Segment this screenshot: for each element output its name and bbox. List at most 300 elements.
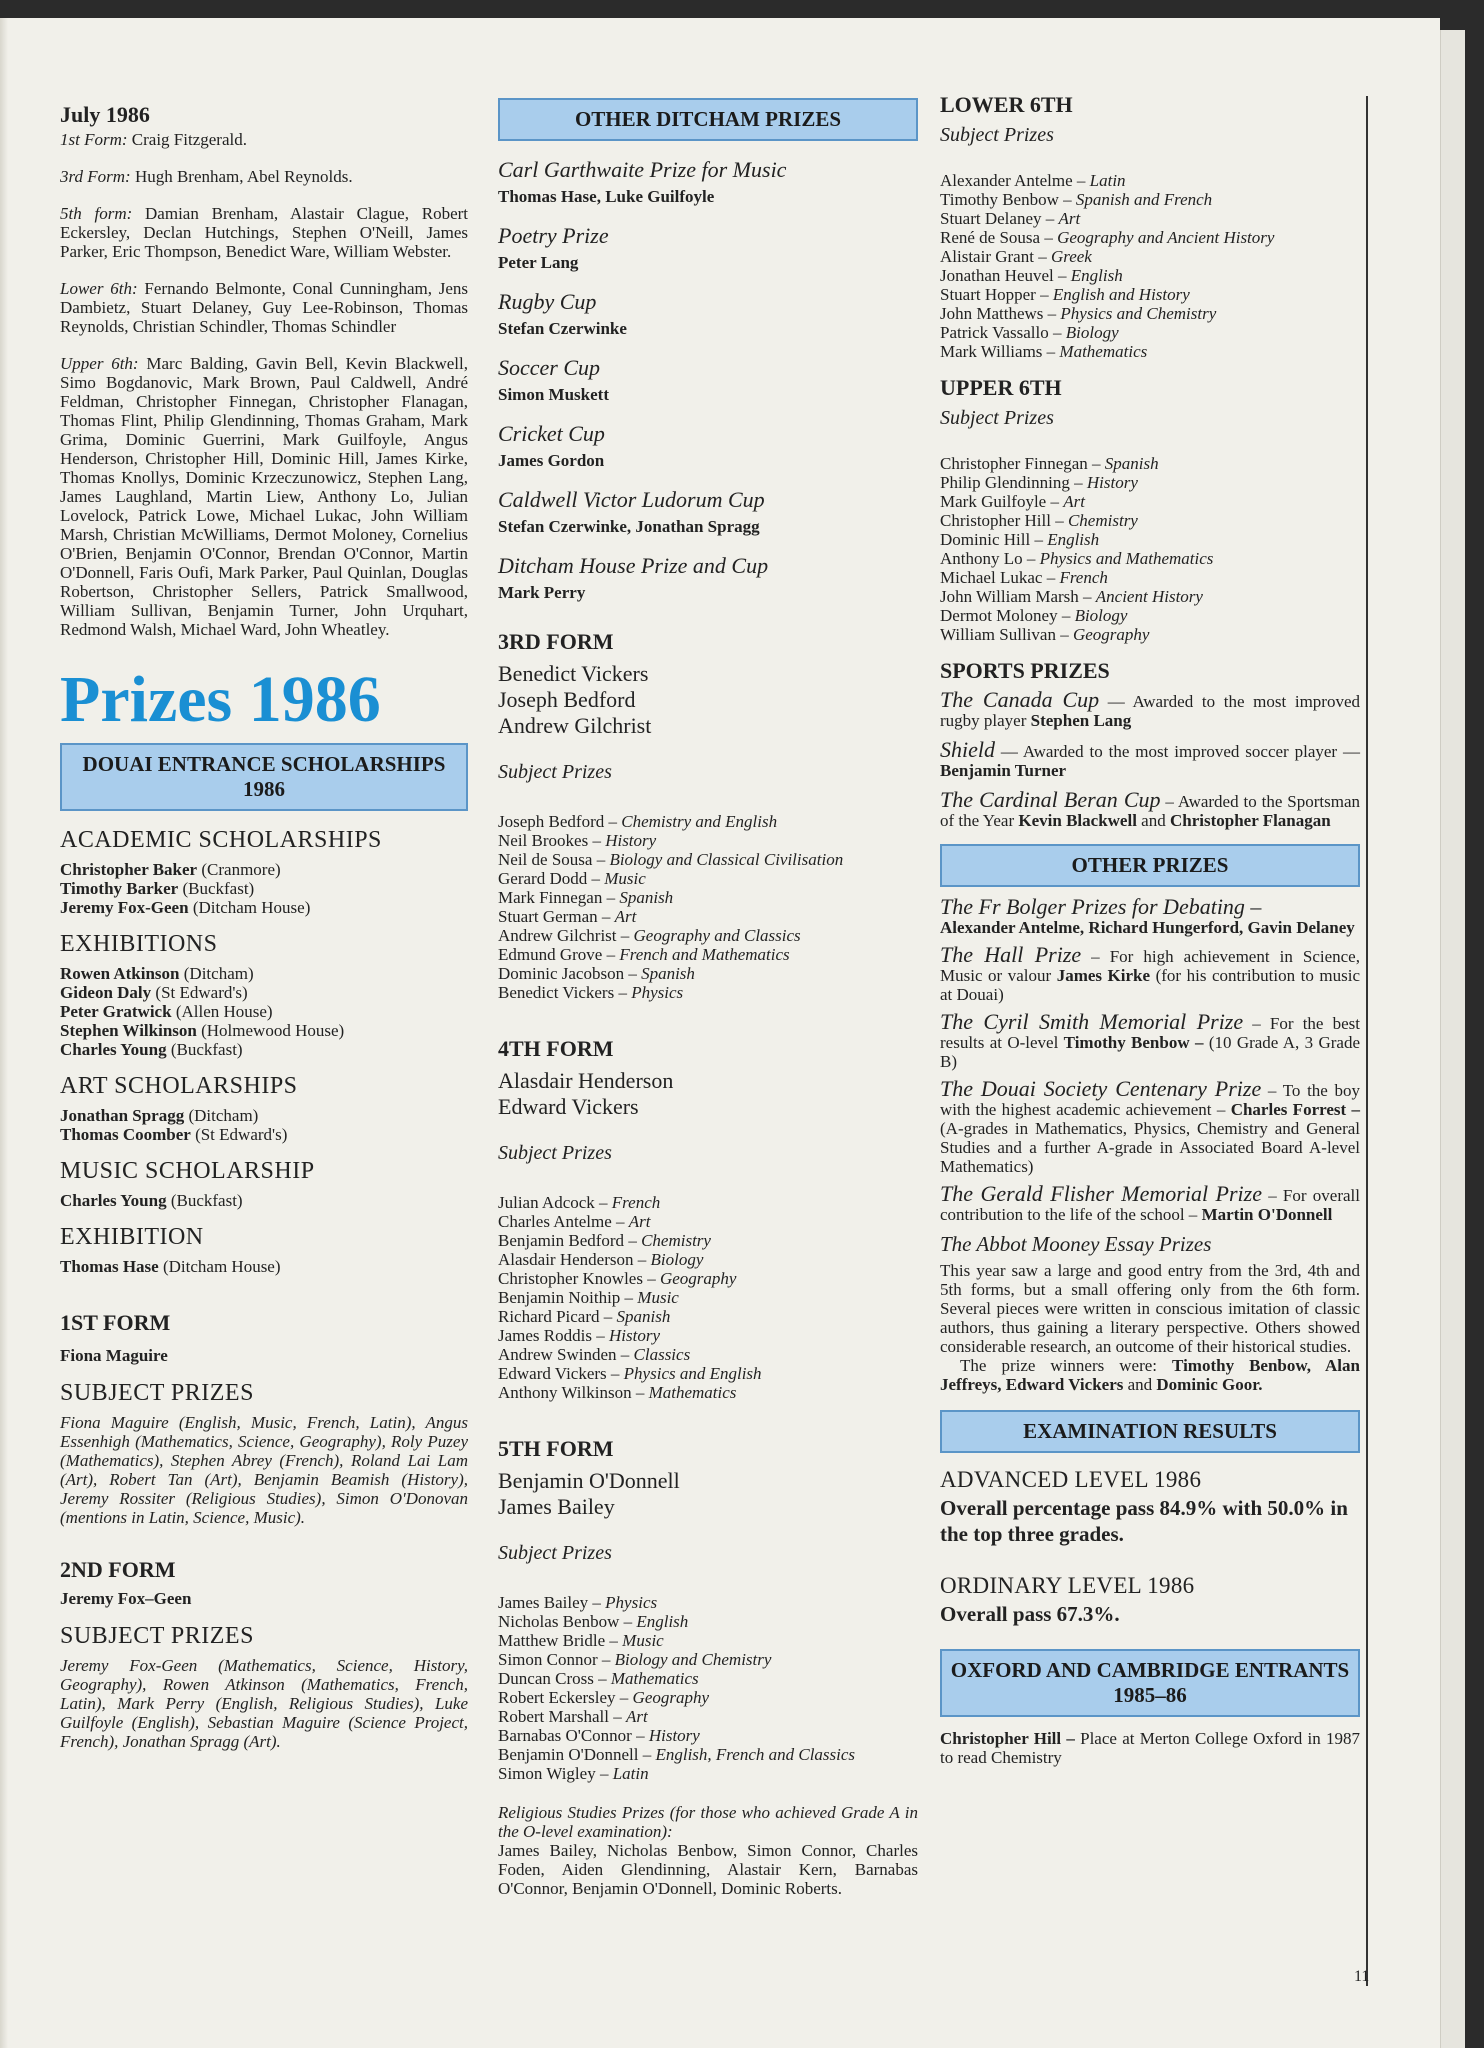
july-entry-text: Fernando Belmonte, Conal Cunningham, Jens Dambietz, Stuart Delaney, Guy Lee-Robinson, Thomas Reynolds, Christian Schindler, Thomas Schindler <box>60 279 469 336</box>
subject-prize-name: Mark Finnegan <box>498 888 603 907</box>
scholarship-row <box>60 1002 468 1021</box>
subject-prize-name: John Matthews <box>940 304 1044 323</box>
society-tail: (A-grades in Mathematics, Physics, Chemistry and General Studies and a further A-grade in Associated Board A-level Mathematics) <box>940 1119 1360 1176</box>
subject-prize-row: James Roddis – History <box>498 1326 660 1345</box>
other-ditcham-box: OTHER DITCHAM PRIZES <box>498 98 918 141</box>
art-list <box>60 1106 468 1144</box>
academic-heading: ACADEMIC SCHOLARSHIPS <box>60 827 382 853</box>
third-form-heading: 3RD FORM <box>498 629 614 654</box>
subject-prize-name: Duncan Cross <box>498 1669 594 1688</box>
subject-prize-name: Edmund Grove <box>498 945 603 964</box>
subject-prize-subject: Physics and English <box>623 1364 762 1383</box>
subject-prize-subject: Latin <box>1089 171 1126 190</box>
lower-sixth-subjects <box>940 171 1360 361</box>
subject-prize-row: Dominic Hill – English <box>940 530 1100 549</box>
advanced-heading: ADVANCED LEVEL 1986 <box>940 1467 1202 1492</box>
column-left <box>60 98 468 1769</box>
subject-prize-name: Benjamin Noithip <box>498 1288 621 1307</box>
subject-prize-name: Neil Brookes <box>498 831 589 850</box>
subject-prize-name: René de Sousa <box>940 228 1041 247</box>
subject-prize-subject: History <box>608 1326 660 1345</box>
subject-prize-subject: Biology <box>1074 606 1128 625</box>
scholar-name: Gideon Daly <box>60 983 152 1002</box>
subject-prize-name: John William Marsh <box>940 587 1079 606</box>
subject-prize-row: Duncan Cross – Mathematics <box>498 1669 699 1688</box>
ditcham-prize-winner: Stefan Czerwinke, Jonathan Spragg <box>498 517 760 536</box>
subject-prize-subject: Music <box>622 1631 664 1650</box>
subject-prize-subject: Chemistry and English <box>621 812 778 831</box>
form-top-name: Edward Vickers <box>498 1094 639 1119</box>
debating-title: The Fr Bolger Prizes for Debating – <box>940 894 1262 919</box>
subject-prize-subject: Geography <box>1072 625 1150 644</box>
society-prize <box>940 1076 1361 1176</box>
july-entry-label: 1st Form: <box>60 130 128 149</box>
binding-fold <box>0 18 8 2048</box>
subject-prize-row: Benjamin O'Donnell – English, French and Classics <box>498 1745 856 1764</box>
subject-prize-row: Gerard Dodd – Music <box>498 869 646 888</box>
subject-prize-subject: Spanish <box>619 888 674 907</box>
subject-prize-subject: Latin <box>612 1764 649 1783</box>
subject-prize-name: Simon Wigley <box>498 1764 596 1783</box>
flisher-title: The Gerald Flisher Memorial Prize <box>940 1181 1262 1206</box>
rs-intro: Religious Studies Prizes (for those who achieved Grade A in the O-level examination): <box>498 1803 918 1841</box>
scholar-school: (Holmewood House) <box>201 1021 345 1040</box>
subject-prize-subject: Art <box>1058 209 1081 228</box>
scholarship-row <box>60 964 468 983</box>
fifth-form-heading: 5TH FORM <box>498 1436 614 1461</box>
fourth-form-heading: 4TH FORM <box>498 1036 614 1061</box>
scholar-name: Peter Gratwick <box>60 1002 172 1021</box>
sports-prize-winner: Benjamin Turner <box>940 761 1067 780</box>
scholar-name: Jeremy Fox-Geen <box>60 898 189 917</box>
subject-prize-name: William Sullivan <box>940 625 1056 644</box>
form-top-name: Joseph Bedford <box>498 687 636 712</box>
subject-prize-name: Philip Glendinning <box>940 473 1070 492</box>
first-form-winner: Fiona Maguire <box>60 1346 168 1365</box>
subject-prize-name: Benjamin O'Donnell <box>498 1745 639 1764</box>
cyril-text: – For the best results at O-level <box>940 1014 1360 1052</box>
subject-prize-name: Alistair Grant <box>940 247 1034 266</box>
subject-prize-name: Christopher Hill <box>940 511 1051 530</box>
subject-prize-name: Charles Antelme <box>498 1212 612 1231</box>
scholar-school: (Cranmore) <box>201 860 281 879</box>
subject-prize-row: Nicholas Benbow – English <box>498 1612 689 1631</box>
subject-prize-name: Dominic Hill <box>940 530 1031 549</box>
fifth-form-names <box>498 1468 918 1520</box>
oxbridge-text: Place at Merton College Oxford in 1987 to read Chemistry <box>940 1729 1360 1767</box>
july-entry <box>60 204 468 261</box>
upper-sixth-subjects <box>940 454 1360 644</box>
subject-prize-row: Anthony Wilkinson – Mathematics <box>498 1383 737 1402</box>
scholarship-row <box>60 1040 468 1059</box>
subject-prize-row: Stuart Hopper – English and History <box>940 285 1190 304</box>
douai-entrance-box: DOUAI ENTRANCE SCHOLARSHIPS 1986 <box>60 743 468 811</box>
subject-prize-row: Andrew Gilchrist – Geography and Classics <box>498 926 801 945</box>
scholar-name: Thomas Hase <box>60 1257 159 1276</box>
subject-prize-subject: History <box>648 1726 700 1745</box>
first-form-subject-text: Fiona Maguire (English, Music, French, Latin), Angus Essenhigh (Mathematics, Science, Geography), Roly Puzey (Mathematics), Stephen Abrey (French), Roland Lai Lam (Art), Robert Tan (Art), Benjamin Beamish (History), Jeremy Rossiter (Religious Studies), Simon O'Donovan (mentions in Latin, Science, Music). <box>60 1413 468 1527</box>
subject-prize-row: Dermot Moloney – Biology <box>940 606 1128 625</box>
column-middle <box>498 98 918 1916</box>
first-form-subject-heading: SUBJECT PRIZES <box>60 1380 254 1406</box>
subject-prize-name: Stuart Delaney <box>940 209 1042 228</box>
ditcham-prize-title: Carl Garthwaite Prize for Music <box>498 157 787 182</box>
subject-prize-name: Joseph Bedford <box>498 812 605 831</box>
subject-prize-row: Joseph Bedford – Chemistry and English <box>498 812 778 831</box>
prizes-title: Prizes 1986 <box>60 663 381 736</box>
subject-prize-row: Matthew Bridle – Music <box>498 1631 664 1650</box>
subject-prize-row: Alexander Antelme – Latin <box>940 171 1126 190</box>
july-entry <box>60 167 468 186</box>
ditcham-prize-title: Soccer Cup <box>498 355 601 380</box>
subject-prize-subject: Art <box>1063 492 1085 511</box>
scholar-school: (St Edward's) <box>155 983 248 1002</box>
subject-prize-row: Christopher Finnegan – Spanish <box>940 454 1159 473</box>
cyril-winner: Timothy Benbow – <box>1063 1033 1204 1052</box>
subject-prize-name: Benedict Vickers <box>498 983 615 1002</box>
ditcham-prize-title: Caldwell Victor Ludorum Cup <box>498 487 765 512</box>
subject-prize-name: Matthew Bridle <box>498 1631 606 1650</box>
subject-prize-row: Alasdair Henderson – Biology <box>498 1250 704 1269</box>
ordinary-heading: ORDINARY LEVEL 1986 <box>940 1573 1195 1598</box>
july-entry <box>60 130 468 149</box>
subject-prize-subject: Geography and Classics <box>633 926 801 945</box>
subject-prize-name: James Roddis <box>498 1326 592 1345</box>
scholarship-row <box>60 983 468 1002</box>
exam-results-box: EXAMINATION RESULTS <box>940 1410 1360 1453</box>
page-number: 11 <box>1354 1968 1370 1985</box>
subject-prize-subject: English <box>1070 266 1123 285</box>
july-entry-label: 5th form: <box>60 204 133 223</box>
fourth-form-subjects <box>498 1193 918 1402</box>
subject-prize-subject: Physics and Mathematics <box>1039 549 1214 568</box>
subject-prize-row: Simon Wigley – Latin <box>498 1764 649 1783</box>
exhibition-list <box>60 1257 468 1276</box>
sports-prize-text: — Awarded to the most improved soccer player — <box>995 742 1360 761</box>
scholar-name: Timothy Barker <box>60 879 179 898</box>
scholar-name: Jonathan Spragg <box>60 1106 185 1125</box>
subject-prize-row: Benjamin Bedford – Chemistry <box>498 1231 711 1250</box>
second-form-winner: Jeremy Fox–Geen <box>60 1589 192 1608</box>
subject-prize-name: Stuart Hopper <box>940 285 1036 304</box>
subject-prize-subject: Physics <box>631 983 684 1002</box>
subject-prize-row: Andrew Swinden – Classics <box>498 1345 691 1364</box>
sports-heading: SPORTS PRIZES <box>940 658 1110 683</box>
scholarship-row <box>60 1106 468 1125</box>
subject-prize-name: Patrick Vassallo <box>940 323 1049 342</box>
mooney-title: The Abbot Mooney Essay Prizes <box>940 1232 1212 1256</box>
subject-prize-subject: Spanish <box>616 1307 671 1326</box>
upper-sixth-subject-heading: Subject Prizes <box>940 407 1054 429</box>
subject-prize-subject: Mathematics <box>610 1669 699 1688</box>
subject-prize-subject: Art <box>614 907 637 926</box>
ditcham-prize-winner: Peter Lang <box>498 253 579 272</box>
music-heading: MUSIC SCHOLARSHIP <box>60 1158 315 1184</box>
subject-prize-row: Edmund Grove – French and Mathematics <box>498 945 790 964</box>
scholar-school: (Allen House) <box>175 1002 273 1021</box>
subject-prize-subject: English <box>636 1612 689 1631</box>
hall-text: – For high achievement in Science, Music or valour <box>940 947 1360 985</box>
first-form-heading: 1ST FORM <box>60 1310 171 1335</box>
sports-prize-tail: and <box>1136 811 1170 830</box>
subject-prize-name: Andrew Swinden <box>498 1345 617 1364</box>
subject-prize-row: Dominic Jacobson – Spanish <box>498 964 695 983</box>
subject-prize-subject: English, French and Classics <box>655 1745 856 1764</box>
subject-prize-subject: Art <box>628 1212 651 1231</box>
scholar-school: (Ditcham) <box>183 964 254 983</box>
scholar-name: Charles Young <box>60 1191 167 1210</box>
scholar-name: Christopher Baker <box>60 860 198 879</box>
subject-prize-row: Charles Antelme – Art <box>498 1212 651 1231</box>
july-entry-text: Marc Balding, Gavin Bell, Kevin Blackwell, Simo Bogdanovic, Mark Brown, Paul Caldwell, André Feldman, Christopher Finnegan, Christopher Flanagan, Thomas Flint, Philip Glendinning, Thomas Graham, Mark Grima, Dominic Guerrini, Mark Guilfoyle, Angus Henderson, Christopher Hill, Dominic Hill, James Kirke, Thomas Knollys, Dominic Krzeczunowicz, Stephen Lang, James Laughland, Martin Liew, Anthony Lo, Julian Lovelock, Patrick Lowe, Michael Lukac, John William Marsh, Christian McWilliams, Dermot Moloney, Cornelius O'Brien, Benjamin O'Connor, Brendan O'Connor, Martin O'Donnell, Faris Oufi, Mark Parker, Paul Quinlan, Douglas Robertson, Christopher Sellers, Patrick Smallwood, William Sullivan, Benjamin Turner, John Urquhart, Redmond Walsh, Michael Ward, John Wheatley. <box>60 354 469 639</box>
art-heading: ART SCHOLARSHIPS <box>60 1073 298 1099</box>
scholarship-row <box>60 1021 468 1040</box>
subject-prize-row: Michael Lukac – French <box>940 568 1108 587</box>
july-entry-label: Lower 6th: <box>60 279 138 298</box>
subject-prize-row: Anthony Lo – Physics and Mathematics <box>940 549 1214 568</box>
july-entry-label: 3rd Form: <box>60 167 131 186</box>
july-entry-text: Craig Fitzgerald. <box>131 130 247 149</box>
scholarship-row <box>60 1125 468 1144</box>
sports-prize-title: The Cardinal Beran Cup <box>940 787 1161 812</box>
subject-prize-row: Julian Adcock – French <box>498 1193 661 1212</box>
exhibitions-heading: EXHIBITIONS <box>60 931 218 957</box>
scholarship-row <box>60 1257 468 1276</box>
subject-prize-row: Christopher Hill – Chemistry <box>940 511 1138 530</box>
subject-prize-subject: Biology <box>1065 323 1119 342</box>
subject-prize-row: Robert Eckersley – Geography <box>498 1688 710 1707</box>
ditcham-prize-winner: Mark Perry <box>498 583 586 602</box>
subject-prize-name: Michael Lukac <box>940 568 1043 587</box>
mooney-winners-b: Dominic Goor. <box>1156 1375 1263 1394</box>
third-form-names <box>498 661 918 739</box>
advanced-text: Overall percentage pass 84.9% with 50.0% in the top three grades. <box>940 1496 1348 1546</box>
subject-prize-subject: Spanish and French <box>1075 190 1213 209</box>
subject-prize-name: Anthony Lo <box>940 549 1023 568</box>
debating-prize <box>940 894 1360 937</box>
subject-prize-subject: Spanish <box>1104 454 1159 473</box>
subject-prize-subject: Music <box>604 869 646 888</box>
mooney-winners <box>940 1356 1360 1394</box>
subject-prize-name: James Bailey <box>498 1593 589 1612</box>
july-entry-text: Hugh Brenham, Abel Reynolds. <box>134 167 353 186</box>
subject-prize-subject: Spanish <box>641 964 695 983</box>
subject-prize-name: Dominic Jacobson <box>498 964 625 983</box>
ditcham-prize-title: Rugby Cup <box>498 289 597 314</box>
scholar-school: (St Edward's) <box>195 1125 288 1144</box>
upper-sixth-heading: UPPER 6TH <box>940 375 1062 400</box>
ditcham-prize-title: Ditcham House Prize and Cup <box>498 553 769 578</box>
ditcham-prize-title: Poetry Prize <box>498 223 609 248</box>
subject-prize-name: Benjamin Bedford <box>498 1231 625 1250</box>
sports-prize-text: – Awarded to the Sportsman of the Year <box>940 792 1360 830</box>
subject-prize-subject: Geography <box>632 1688 710 1707</box>
sports-prize-title: The Canada Cup <box>940 687 1100 712</box>
form-top-name: Andrew Gilchrist <box>498 713 652 738</box>
july-entry <box>60 354 468 639</box>
column-right <box>940 92 1360 1785</box>
second-form-subject-heading: SUBJECT PRIZES <box>60 1623 254 1649</box>
society-title: The Douai Society Centenary Prize <box>940 1076 1262 1101</box>
july-entries <box>60 130 468 639</box>
subject-prize-row: Benjamin Noithip – Music <box>498 1288 679 1307</box>
ditcham-prize-winner: Thomas Hase, Luke Guilfoyle <box>498 187 715 206</box>
debating-winners: Alexander Antelme, Richard Hungerford, Gavin Delaney <box>940 918 1355 937</box>
subject-prize-name: Mark Guilfoyle <box>940 492 1047 511</box>
sports-prize <box>940 787 1360 830</box>
subject-prize-name: Alexander Antelme <box>940 171 1073 190</box>
sports-prize-winner: Christopher Flanagan <box>1169 811 1331 830</box>
subject-prize-name: Jonathan Heuvel <box>940 266 1054 285</box>
subject-prize-subject: Physics <box>605 1593 658 1612</box>
subject-prize-subject: English and History <box>1052 285 1190 304</box>
form-top-name: Benjamin O'Donnell <box>498 1468 680 1493</box>
subject-prize-row: Simon Connor – Biology and Chemistry <box>498 1650 772 1669</box>
mooney-winners-intro: The prize winners were: <box>960 1356 1173 1375</box>
oxbridge-winner: Christopher Hill – <box>940 1729 1075 1748</box>
cyril-title: The Cyril Smith Memorial Prize <box>940 1009 1244 1034</box>
scholarship-row <box>60 879 468 898</box>
subject-prize-name: Timothy Benbow <box>940 190 1059 209</box>
cyril-tail: (10 Grade A, 3 Grade B) <box>940 1033 1360 1071</box>
scholar-school: (Buckfast) <box>182 879 255 898</box>
subject-prize-row: Timothy Benbow – Spanish and French <box>940 190 1213 209</box>
july-entry-text: Damian Brenham, Alastair Clague, Robert Eckersley, Declan Hutchings, Stephen O'Neill, James Parker, Eric Thompson, Benedict Ware, William Webster. <box>60 204 468 261</box>
fifth-form-subject-heading: Subject Prizes <box>498 1542 612 1564</box>
subject-prize-row: Mark Guilfoyle – Art <box>940 492 1085 511</box>
subject-prize-row: John William Marsh – Ancient History <box>940 587 1203 606</box>
page-edge <box>1440 30 1465 2048</box>
second-form-subject-text: Jeremy Fox-Geen (Mathematics, Science, History, Geography), Rowen Atkinson (Mathematics, French, Latin), Mark Perry (English, Religious Studies), Luke Guilfoyle (English), Sebastian Maguire (Science Project, French), Jonathan Spragg (Art). <box>60 1656 468 1751</box>
hall-title: The Hall Prize <box>940 942 1082 967</box>
subject-prize-name: Richard Picard <box>498 1307 600 1326</box>
flisher-prize <box>940 1181 1360 1224</box>
sports-list <box>940 687 1360 830</box>
subject-prize-subject: Geography and Ancient History <box>1057 228 1275 247</box>
subject-prize-subject: Physics and Chemistry <box>1060 304 1217 323</box>
music-list <box>60 1191 468 1210</box>
subject-prize-row: Mark Finnegan – Spanish <box>498 888 674 907</box>
subject-prize-row: Neil de Sousa – Biology and Classical Civilisation <box>498 850 844 869</box>
july-entry-label: Upper 6th: <box>60 354 139 373</box>
subject-prize-subject: Music <box>637 1288 679 1307</box>
subject-prize-subject: Biology and Chemistry <box>614 1650 772 1669</box>
sports-prize-text: — Awarded to the most improved rugby player <box>940 692 1360 730</box>
subject-prize-name: Nicholas Benbow <box>498 1612 620 1631</box>
subject-prize-row: Stuart German – Art <box>498 907 637 926</box>
subject-prize-subject: History <box>605 831 657 850</box>
subject-prize-row: Neil Brookes – History <box>498 831 657 850</box>
scholar-school: (Ditcham House) <box>192 898 311 917</box>
subject-prize-row: William Sullivan – Geography <box>940 625 1150 644</box>
subject-prize-row: Christopher Knowles – Geography <box>498 1269 737 1288</box>
ditcham-prizes <box>498 157 918 603</box>
subject-prize-subject: Biology and Classical Civilisation <box>609 850 844 869</box>
ordinary-text: Overall pass 67.3%. <box>940 1602 1120 1626</box>
subject-prize-subject: Mathematics <box>648 1383 737 1402</box>
subject-prize-row: Alistair Grant – Greek <box>940 247 1092 266</box>
other-prizes-box: OTHER PRIZES <box>940 844 1360 887</box>
subject-prize-subject: Art <box>625 1707 648 1726</box>
subject-prize-subject: Ancient History <box>1095 587 1203 606</box>
scholarship-row <box>60 898 468 917</box>
exhibitions-list <box>60 964 468 1059</box>
second-form-heading: 2ND FORM <box>60 1557 176 1582</box>
scholar-name: Rowen Atkinson <box>60 964 180 983</box>
form-top-name: Alasdair Henderson <box>498 1068 674 1093</box>
third-form-subject-heading: Subject Prizes <box>498 761 612 783</box>
sports-prize-winner: Stephen Lang <box>1030 711 1132 730</box>
subject-prize-row: James Bailey – Physics <box>498 1593 658 1612</box>
july-entry <box>60 279 468 336</box>
fifth-form-subjects <box>498 1593 918 1783</box>
subject-prize-subject: Greek <box>1050 247 1092 266</box>
subject-prize-row: Barnabas O'Connor – History <box>498 1726 700 1745</box>
subject-prize-name: Gerard Dodd <box>498 869 588 888</box>
subject-prize-name: Christopher Knowles <box>498 1269 643 1288</box>
hall-tail: (for his contribution to music at Douai) <box>940 966 1360 1004</box>
scholar-school: (Ditcham) <box>188 1106 259 1125</box>
subject-prize-row: René de Sousa – Geography and Ancient History <box>940 228 1275 247</box>
form-top-name: James Bailey <box>498 1494 615 1519</box>
third-form-subjects <box>498 812 918 1002</box>
subject-prize-row: Edward Vickers – Physics and English <box>498 1364 762 1383</box>
july-heading: July 1986 <box>60 102 150 127</box>
subject-prize-name: Dermot Moloney <box>940 606 1058 625</box>
scholar-name: Charles Young <box>60 1040 167 1059</box>
subject-prize-name: Barnabas O'Connor <box>498 1726 632 1745</box>
flisher-text: – For overall contribution to the life of the school – <box>940 1186 1360 1224</box>
form-top-name: Benedict Vickers <box>498 661 649 686</box>
subject-prize-subject: History <box>1086 473 1138 492</box>
subject-prize-row: Benedict Vickers – Physics <box>498 983 684 1002</box>
subject-prize-row: Stuart Delaney – Art <box>940 209 1081 228</box>
exhibition-heading: EXHIBITION <box>60 1224 204 1250</box>
hall-prize <box>940 942 1360 1004</box>
subject-prize-name: Christopher Finnegan <box>940 454 1088 473</box>
scholar-school: (Buckfast) <box>170 1040 243 1059</box>
academic-list <box>60 860 468 917</box>
subject-prize-subject: Mathematics <box>1059 342 1148 361</box>
scholarship-row <box>60 860 468 879</box>
oxbridge-entry <box>940 1729 1360 1767</box>
scholarship-row <box>60 1191 468 1210</box>
flisher-winner: Martin O'Donnell <box>1201 1205 1333 1224</box>
ditcham-prize-winner: Stefan Czerwinke <box>498 319 627 338</box>
subject-prize-name: Simon Connor <box>498 1650 598 1669</box>
fourth-form-names <box>498 1068 918 1120</box>
subject-prize-subject: Chemistry <box>641 1231 711 1250</box>
scholar-name: Thomas Coomber <box>60 1125 191 1144</box>
magazine-page <box>0 18 1440 2048</box>
subject-prize-name: Edward Vickers <box>498 1364 607 1383</box>
sports-prize <box>940 687 1360 730</box>
subject-prize-subject: French <box>1059 568 1108 587</box>
subject-prize-name: Robert Marshall <box>498 1707 609 1726</box>
subject-prize-name: Anthony Wilkinson <box>498 1383 632 1402</box>
lower-sixth-subject-heading: Subject Prizes <box>940 124 1054 146</box>
subject-prize-row: Patrick Vassallo – Biology <box>940 323 1119 342</box>
mooney-winners-a: Timothy Benbow, Alan Jeffreys, Edward Vickers <box>940 1356 1360 1394</box>
subject-prize-row: Jonathan Heuvel – English <box>940 266 1123 285</box>
subject-prize-name: Julian Adcock <box>498 1193 595 1212</box>
subject-prize-name: Mark Williams <box>940 342 1043 361</box>
scholar-name: Stephen Wilkinson <box>60 1021 197 1040</box>
subject-prize-row: Robert Marshall – Art <box>498 1707 648 1726</box>
ditcham-prize-title: Cricket Cup <box>498 421 605 446</box>
cyril-prize <box>940 1009 1360 1071</box>
scholar-school: (Buckfast) <box>170 1191 243 1210</box>
